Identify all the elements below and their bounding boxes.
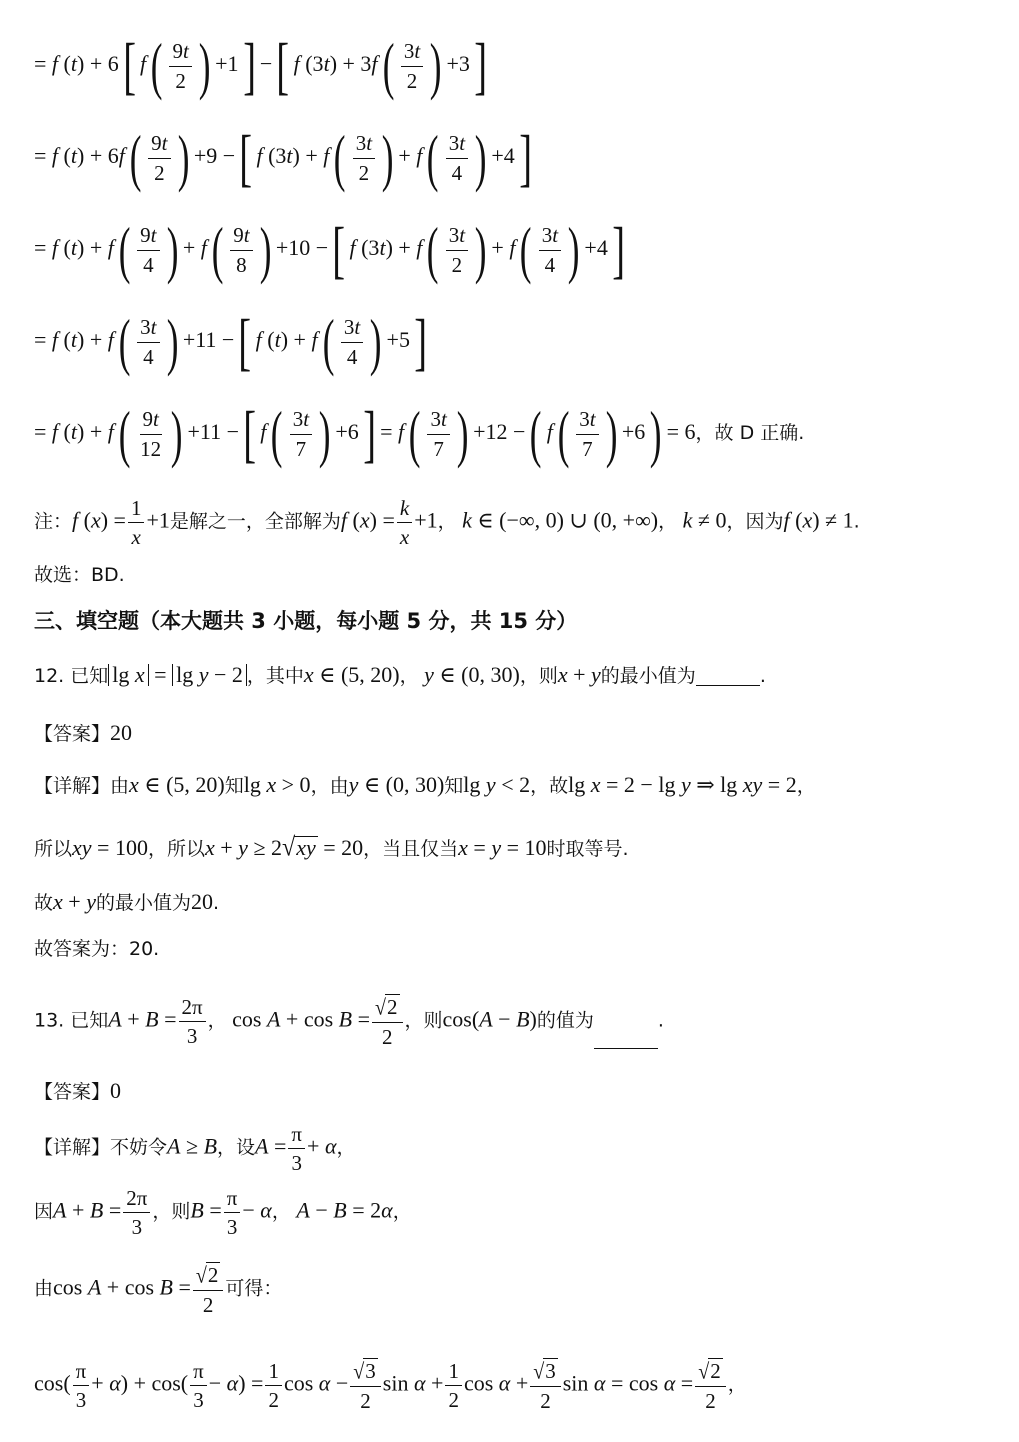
answer-value: 20 (110, 720, 133, 745)
q12-then: ，则 (519, 665, 558, 687)
detail-label: 【详解】 (34, 1136, 111, 1159)
q12-d3c: . (212, 892, 220, 914)
q13-d2d: ， (392, 1200, 412, 1223)
q12-number: 12. 已知 (34, 665, 109, 687)
note-end: . (853, 510, 860, 533)
q12-detail-3: 故x + y的最小值为20. (34, 889, 220, 914)
conclusion-text: ，故 D 正确. (695, 421, 805, 444)
q13-d1c: ， (336, 1136, 356, 1159)
q12-d1d: 知 (444, 775, 464, 797)
q13-ask: 的值为 (536, 1009, 594, 1032)
q13-d1b: ，设 (217, 1136, 256, 1159)
q13-d2b: ，则 (152, 1200, 191, 1223)
choose-line: 故选：BD. (34, 564, 125, 586)
q13-end: . (657, 1009, 664, 1032)
derivation-line-5: = f (t) + f( $\frac{9t}{12}$ ) +11 −[ f( $\frac{3t}{7}$ ) +6] = f( $\frac{3t}{7}$ ) +12 −( f( $\frac{3t}{7}$ ) +6) = 6，故 D 正确. (34, 398, 805, 469)
note-comma-1: ， (437, 510, 457, 533)
derivation-line-3: = f (t) + f( $\frac{9t}{4}$ ) + f( $\frac{9t}{8}$ ) +10 −[ f (3t) + f( $\frac{3t}{2}$ ) + f( $\frac{3t}{4}$ ) +4] (34, 214, 625, 285)
q12-final: 故答案为：20. (34, 938, 160, 960)
q12-d1b: 知 (224, 775, 244, 797)
answer-blank (594, 1030, 658, 1049)
q12-d1c: ，由 (310, 775, 349, 797)
derivation-line-1: = f (t) + 6[ f( $\frac{9t}{2}$ ) +1] −[ f (3t) + 3f( $\frac{3t}{2}$ ) +3] (34, 30, 487, 101)
q13-d3a: 由 (34, 1277, 54, 1300)
q13-d2c: ， (271, 1200, 291, 1223)
q12-answer (34, 722, 132, 744)
q12-d1f: ， (796, 775, 816, 797)
q13-number: 13. 已知 (34, 1009, 109, 1032)
answer-label: 【答案】 (34, 723, 111, 745)
detail-label: 【详解】 (34, 775, 111, 797)
derivation-line-2: = f (t) + 6f( $\frac{9t}{2}$ ) +9 −[ f (3t) + f( $\frac{3t}{2}$ ) + f( $\frac{3t}{4}$ ) +4] (34, 122, 532, 193)
note-comma-2: ， (658, 510, 678, 533)
q13-d2a: 因 (34, 1200, 54, 1223)
q12-d2c: ，当且仅当 (363, 838, 459, 860)
q13-d3b: 可得： (225, 1277, 283, 1300)
q13-detail-4: cos( $\frac{\pi}{3}$ + α) + cos( $\frac{\pi}{3}$ − α) = $\frac{1}{2}$ cos α − $\frac{√3}{2}$ sin α + $\frac{1}{2}$ cos α + $\frac{√3}{2}$ sin α = cos α = $\frac{√2}{2}$ ， (34, 1358, 747, 1413)
answer-label: 【答案】 (34, 1081, 111, 1103)
q13-d4end: ， (727, 1373, 747, 1396)
q12-where: ，其中 (246, 665, 304, 687)
derivation-line-4: = f (t) + f( $\frac{3t}{4}$ ) +11 −[ f (t) + f( $\frac{3t}{4}$ ) +5] (34, 306, 428, 377)
q12-d3a: 故 (34, 892, 54, 914)
q12-d2d: 时取等号. (546, 838, 629, 860)
q12-d2a: 所以 (34, 838, 73, 860)
q12-stem: 12. 已知 lg x = lg y − 2 ，其中x ∈ (5, 20)， y ∈ (0, 30)，则x + y的最小值为 . (34, 662, 766, 687)
section-title: 三、填空题（本大题共 3 小题，每小题 5 分，共 15 分） (34, 609, 578, 633)
q13-stem: 13. 已知A + B = $\frac{2\pi}{3}$ ， cos A + cos B = $\frac{√2}{2}$ ，则cos(A − B)的值为 . (34, 994, 664, 1049)
q13-comma: ， (207, 1009, 227, 1032)
note-line: 注：f (x) = $\frac{1}{x}$ +1是解之一，全部解为f (x) = $\frac{k}{x}$ +1， k ∈ (−∞, 0) ∪ (0, +∞)， k ≠ 0，因为f (x) ≠ 1. (34, 496, 860, 550)
note-prefix: 注： (34, 510, 73, 533)
q12-end: . (759, 665, 766, 687)
q13-detail-3: 由cos A + cos B = $\frac{√2}{2}$ 可得： (34, 1263, 283, 1317)
q13-detail-1: 【详解】不妨令A ≥ B，设A = $\frac{\pi}{3}$ + α， (34, 1122, 356, 1176)
note-mid: 是解之一，全部解为 (169, 510, 341, 533)
answer-value: 0 (110, 1078, 122, 1103)
q12-detail-2: 所以xy = 100，所以x + y ≥ 2√xy = 20，当且仅当x = y = 10时取等号. (34, 833, 629, 863)
q12-comma: ， (399, 665, 419, 687)
q13-then: ，则 (404, 1009, 443, 1032)
q12-d2b: ，所以 (147, 838, 205, 860)
q13-answer (34, 1080, 121, 1102)
q13-detail-2: 因A + B = $\frac{2\pi}{3}$ ，则B = $\frac{\pi}{3}$ − α， A − B = 2α， (34, 1186, 412, 1240)
q12-detail-1: 【详解】由x ∈ (5, 20)知lg x > 0，由y ∈ (0, 30)知lg y < 2，故lg x = 2 − lg y ⇒ lg xy = 2， (34, 772, 816, 797)
q12-d3b: 的最小值为 (95, 892, 191, 914)
answer-blank (696, 667, 760, 686)
q12-ask: 的最小值为 (600, 665, 696, 687)
q12-d1e: ，故 (530, 775, 569, 797)
q13-d1a: 不妨令 (110, 1136, 168, 1159)
q12-d1a: 由 (110, 775, 130, 797)
note-because: ，因为 (726, 510, 784, 533)
